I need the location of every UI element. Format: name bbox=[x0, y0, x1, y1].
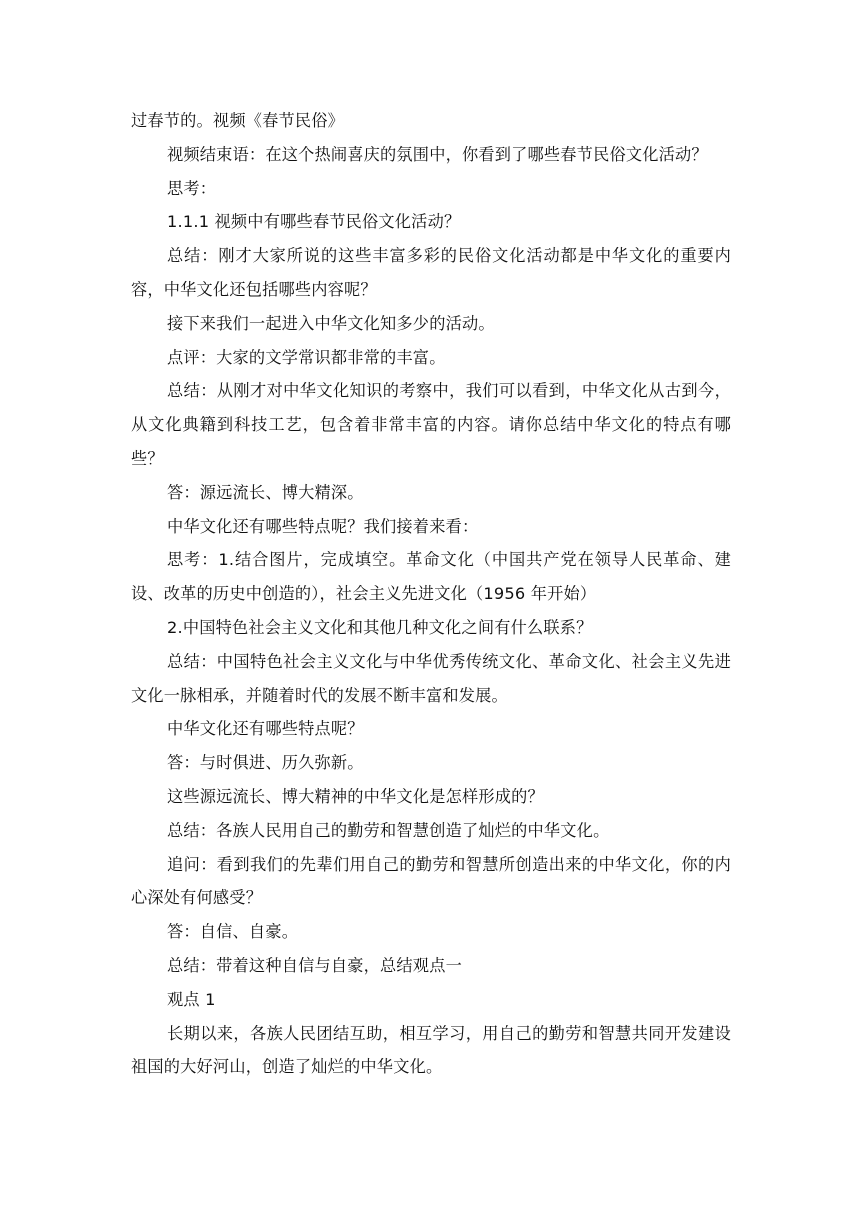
document-body bbox=[131, 104, 731, 1084]
paragraph-formation-question: 这些源远流长、博大精神的中华文化是怎样形成的？ bbox=[167, 786, 544, 806]
paragraph-summary-folk-culture: 总结：刚才大家所说的这些丰富多彩的民俗文化活动都是中华文化的重要内容，中华文化还包括哪些内容呢？ bbox=[131, 246, 731, 299]
paragraph-follow-up-question: 追问：看到我们的先辈们用自己的勤劳和智慧所创造出来的中华文化，你的内心深处有何感受？ bbox=[131, 854, 731, 908]
paragraph-answer-1: 答：源远流长、博大精深。 bbox=[167, 482, 364, 502]
paragraph-more-features: 中华文化还有哪些特点呢？我们接着来看： bbox=[167, 516, 479, 536]
paragraph-think-fill-blank: 思考：1.结合图片，完成填空。革命文化（中国共产党在领导人民革命、建设、改革的历史中创造的），社会主义先进文化（1956 年开始） bbox=[131, 550, 731, 604]
paragraph-next-activity: 接下来我们一起进入中华文化知多少的活动。 bbox=[167, 313, 495, 333]
paragraph-summary-formation: 总结：各族人民用自己的勤劳和智慧创造了灿烂的中华文化。 bbox=[167, 820, 610, 840]
paragraph-question-2: 2.中国特色社会主义文化和其他几种文化之间有什么联系？ bbox=[167, 617, 593, 637]
paragraph-think-heading: 思考： bbox=[167, 178, 217, 198]
paragraph-answer-3: 答：自信、自豪。 bbox=[167, 922, 299, 942]
paragraph-continuation: 过春节的。视频《春节民俗》 bbox=[131, 111, 345, 130]
paragraph-more-features-2: 中华文化还有哪些特点呢？ bbox=[167, 719, 364, 739]
paragraph-summary-features: 总结：从刚才对中华文化知识的考察中，我们可以看到，中华文化从古到今，从文化典籍到科技工艺，包含着非常丰富的内容。请你总结中华文化的特点有哪些？ bbox=[131, 381, 731, 468]
paragraph-comment: 点评：大家的文学常识都非常的丰富。 bbox=[167, 347, 446, 367]
paragraph-summary-socialist-culture: 总结：中国特色社会主义文化与中华优秀传统文化、革命文化、社会主义先进文化一脉相承，并随着时代的发展不断丰富和发展。 bbox=[131, 651, 731, 705]
paragraph-viewpoint-heading: 观点 1 bbox=[167, 989, 216, 1009]
paragraph-question-1-1-1: 1.1.1 视频中有哪些春节民俗文化活动？ bbox=[167, 212, 461, 232]
paragraph-viewpoint-body: 长期以来，各族人民团结互助，相互学习，用自己的勤劳和智慧共同开发建设祖国的大好河山，创造了灿烂的中华文化。 bbox=[131, 1023, 731, 1077]
paragraph-summary-viewpoint: 总结：带着这种自信与自豪，总结观点一 bbox=[167, 955, 462, 975]
paragraph-video-closing: 视频结束语：在这个热闹喜庆的氛围中，你看到了哪些春节民俗文化活动？ bbox=[167, 144, 708, 164]
paragraph-answer-2: 答：与时俱进、历久弥新。 bbox=[167, 753, 364, 773]
